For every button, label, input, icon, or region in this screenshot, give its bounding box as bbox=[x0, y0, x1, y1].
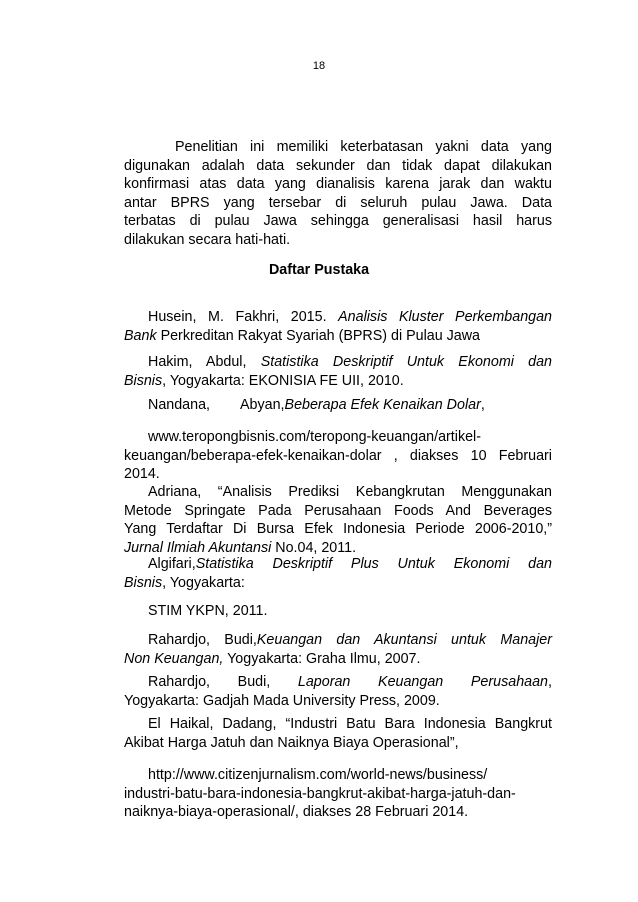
ref-line: Adriana, “Analisis Prediksi Kebangkrutan Menggunakan bbox=[148, 484, 552, 500]
ref-title: Bisnis bbox=[124, 372, 163, 389]
ref-text: Hakim, Abdul, bbox=[148, 354, 261, 370]
ref-title: Bank bbox=[124, 327, 157, 344]
reference-adriana bbox=[124, 483, 552, 557]
paragraph-line: Penelitian ini memiliki keterbatasan yakni data yang bbox=[175, 139, 552, 155]
ref-text: No.04, 2011. bbox=[271, 539, 357, 556]
ref-line: www.teropongbisnis.com/teropong-keuangan/artikel- bbox=[148, 429, 481, 445]
paragraph-line: antar BPRS yang tersebar di seluruh pulau Jawa. Data bbox=[124, 194, 552, 211]
ref-text: , Yogyakarta: EKONISIA FE UII, 2010. bbox=[162, 372, 404, 389]
ref-title: Statistika Deskriptif Plus Untuk Ekonomi dan bbox=[195, 556, 552, 572]
references-heading: Daftar Pustaka bbox=[268, 262, 370, 278]
ref-line: Yogyakarta: Gadjah Mada University Press, 2009. bbox=[124, 692, 440, 709]
ref-line: Akibat Harga Jatuh dan Naiknya Biaya Operasional”, bbox=[124, 734, 459, 751]
ref-title: Bisnis bbox=[124, 574, 163, 591]
ref-title: Statistika Deskriptif Untuk Ekonomi dan bbox=[260, 354, 552, 370]
reference-citizen-url bbox=[124, 766, 552, 822]
ref-line: Yang Terdaftar Di Bursa Efek Indonesia Periode 2006-2010,” bbox=[124, 521, 552, 537]
ref-text: Abyan, bbox=[240, 397, 285, 413]
reference-husein bbox=[124, 308, 552, 345]
page-number: 18 bbox=[312, 60, 326, 72]
ref-text: Algifari, bbox=[148, 556, 196, 572]
ref-text: Perkreditan Rakyat Syariah (BPRS) di Pulau Jawa bbox=[156, 327, 481, 344]
reference-nandana bbox=[124, 396, 552, 415]
ref-line: naiknya-biaya-operasional/, diakses 28 Februari 2014. bbox=[124, 804, 469, 820]
ref-line: industri-batu-bara-indonesia-bangkrut-akibat-harga-jatuh-dan- bbox=[124, 785, 516, 802]
ref-text: , Yogyakarta: bbox=[162, 574, 245, 591]
paragraph-line: digunakan adalah data sekunder dan tidak dapat dilakukan bbox=[124, 157, 552, 174]
reference-teropong-url bbox=[124, 428, 552, 484]
paragraph-line: konfirmasi atas data yang dianalisis karena jarak dan waktu bbox=[124, 176, 552, 192]
ref-line: Metode Springate Pada Perusahaan Foods And Beverages bbox=[124, 502, 552, 519]
ref-line: keuangan/beberapa-efek-kenaikan-dolar , diakses 10 Februari bbox=[124, 447, 552, 464]
reference-elhaikal bbox=[124, 715, 552, 752]
ref-title: Non Keuangan, bbox=[124, 650, 224, 667]
body-paragraph bbox=[124, 138, 552, 249]
ref-title: Analisis Kluster Perkembangan bbox=[338, 309, 552, 325]
paragraph-line: dilakukan secara hati-hati. bbox=[124, 231, 291, 248]
reference-stim bbox=[124, 602, 552, 621]
ref-text: Rahardjo, Budi, bbox=[148, 632, 257, 648]
ref-line: 2014. bbox=[124, 466, 160, 482]
ref-text: , bbox=[480, 397, 485, 413]
ref-title: Laporan Keuangan Perusahaan bbox=[297, 674, 549, 690]
reference-rahardjo-2009 bbox=[124, 673, 552, 710]
ref-text: , bbox=[548, 674, 552, 690]
reference-rahardjo-2007 bbox=[124, 631, 552, 668]
ref-line: http://www.citizenjurnalism.com/world-news/business/ bbox=[148, 767, 488, 783]
ref-text: Rahardjo, Budi, bbox=[148, 674, 298, 690]
ref-author: Nandana, bbox=[148, 397, 211, 413]
ref-title: Jurnal Ilmiah Akuntansi bbox=[124, 539, 272, 556]
reference-hakim bbox=[124, 353, 552, 390]
ref-line: STIM YKPN, 2011. bbox=[148, 603, 268, 619]
ref-text: Yogyakarta: Graha Ilmu, 2007. bbox=[223, 650, 421, 667]
ref-title: Beberapa Efek Kenaikan Dolar bbox=[284, 397, 481, 413]
ref-line: El Haikal, Dadang, “Industri Batu Bara Indonesia Bangkrut bbox=[148, 716, 552, 732]
ref-text: Husein, M. Fakhri, 2015. bbox=[148, 309, 339, 325]
ref-title: Keuangan dan Akuntansi untuk Manajer bbox=[256, 632, 552, 648]
paragraph-line: terbatas di pulau Jawa sehingga generalisasi hasil harus bbox=[124, 213, 552, 229]
reference-algifari bbox=[124, 555, 552, 592]
